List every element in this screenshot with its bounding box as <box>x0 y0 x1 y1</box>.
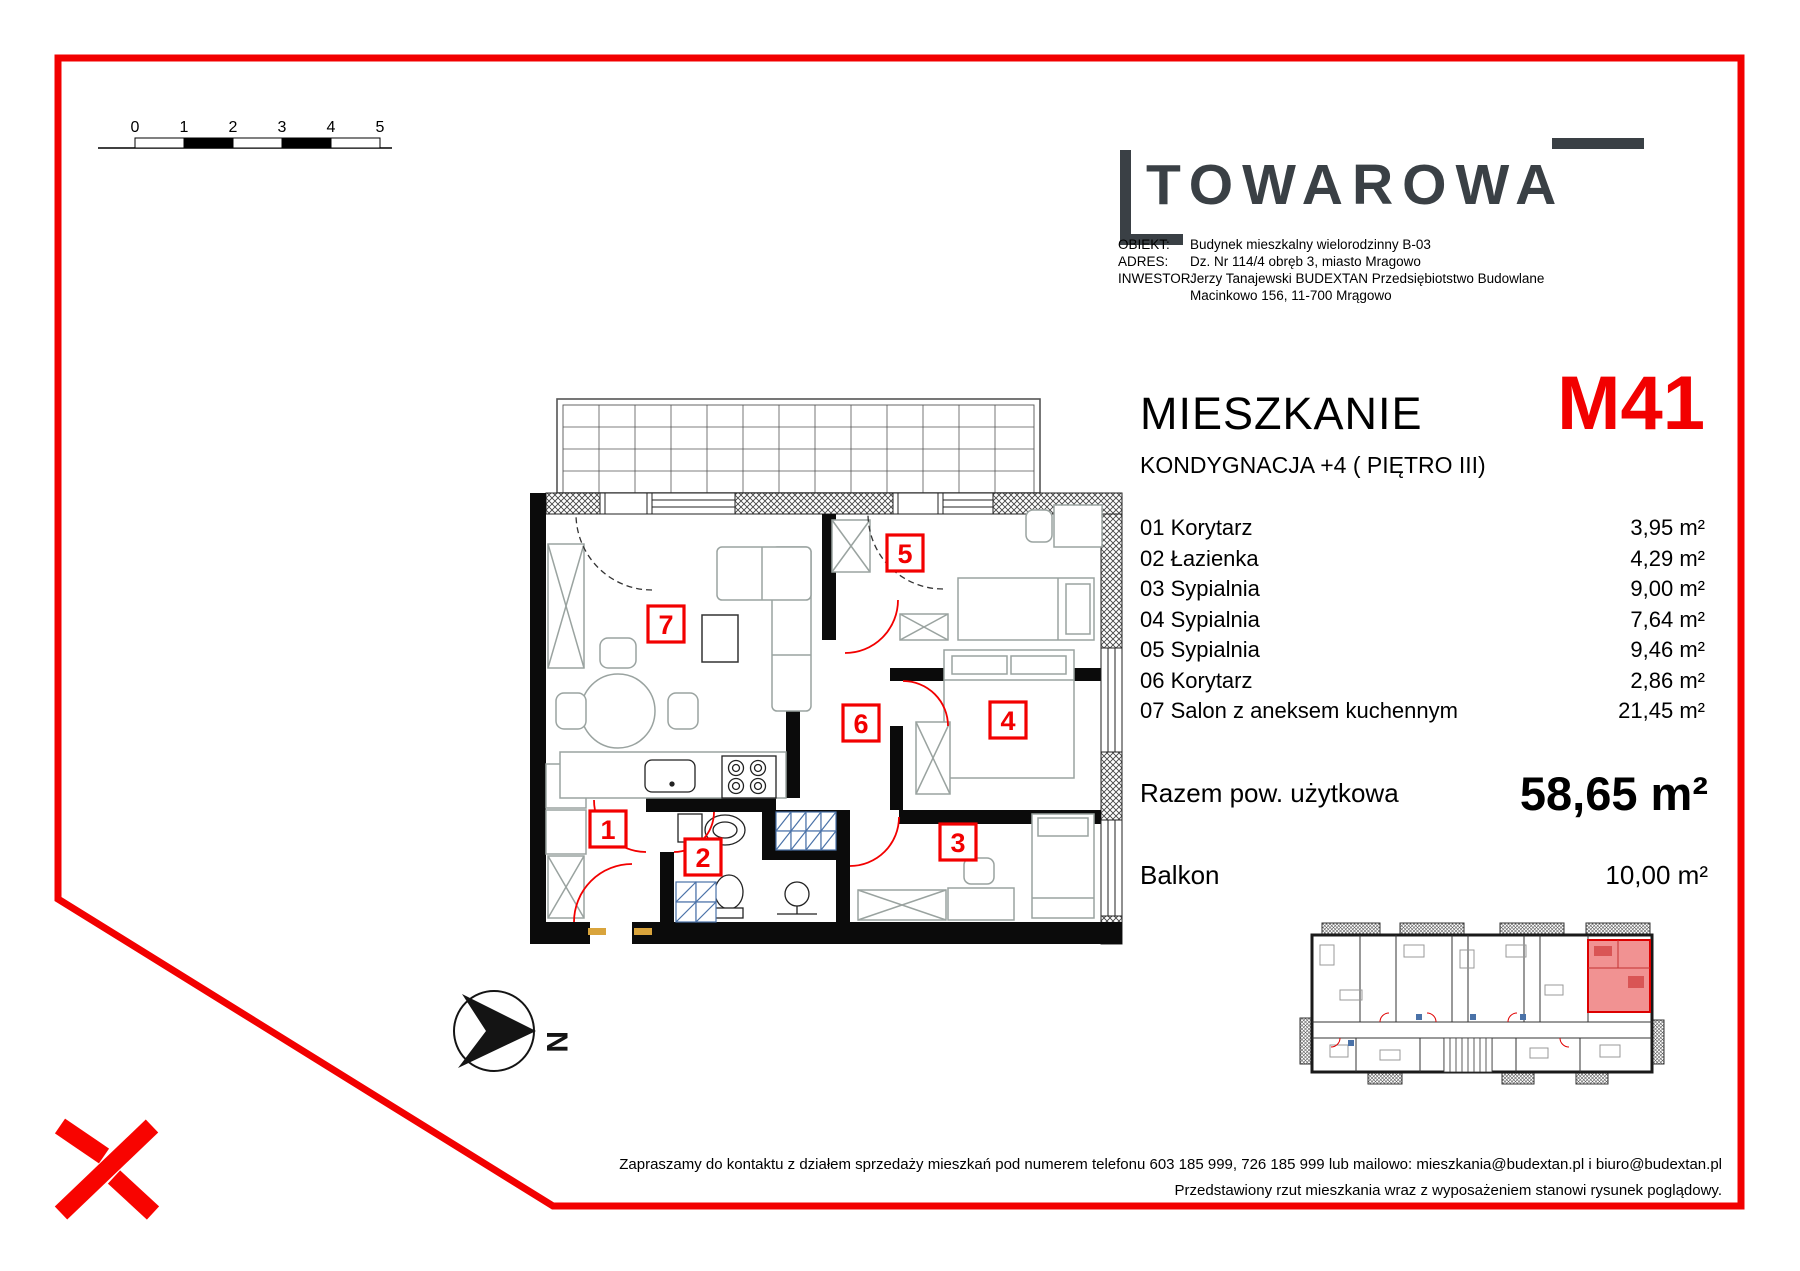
logo-right-bar-icon <box>1552 138 1644 149</box>
scale-bar <box>98 119 392 148</box>
desk-room3 <box>948 888 1014 920</box>
threshold <box>634 928 652 935</box>
total-area-value: 58,65 m² <box>1519 766 1708 820</box>
svg-text:1: 1 <box>600 815 616 845</box>
desk-room5 <box>1054 505 1102 547</box>
budextan-x-logo <box>60 1126 153 1213</box>
page-title: MIESZKANIE <box>1140 388 1423 439</box>
info-row-obiekt <box>1118 236 1588 253</box>
wardrobe-living-top <box>548 544 584 668</box>
threshold <box>588 928 606 935</box>
room-badge-2 <box>685 839 721 875</box>
chair-room5 <box>1026 510 1052 542</box>
total-area-label: Razem pow. użytkowa <box>1140 777 1399 808</box>
scale-tick-2: 2 <box>228 119 238 136</box>
info-label: INWESTOR: <box>1118 271 1195 286</box>
info-row-inwestor <box>1118 270 1588 304</box>
balcony-label: Balkon <box>1140 859 1220 890</box>
svg-text:2: 2 <box>695 843 711 873</box>
bed-room5 <box>958 578 1094 640</box>
info-label: ADRES: <box>1118 254 1169 269</box>
room3-door-arc <box>850 817 899 866</box>
svg-text:7: 7 <box>658 610 674 640</box>
room-label: 01 Korytarz <box>1140 515 1253 541</box>
wardrobe-room4 <box>916 722 950 794</box>
balcony <box>557 399 1040 493</box>
room-row <box>1140 635 1705 666</box>
balcony-door-arc-living <box>576 514 652 590</box>
balcony-area-row <box>1140 858 1708 892</box>
title-row <box>1140 361 1705 446</box>
footer-contact-line: Zapraszamy do kontaktu z działem sprzedaży mieszkań pod numerem telefonu 603 185 999, 726 185 999 lub mailowo: mieszkania@budextan.pl i biuro@budextan.pl <box>619 1156 1722 1173</box>
north-label: N <box>540 1031 573 1053</box>
stove <box>722 756 776 798</box>
room-label: 02 Łazienka <box>1140 545 1259 571</box>
room-row <box>1140 605 1705 636</box>
info-value: Dz. Nr 114/4 obręb 3, miasto Mragowo <box>1190 254 1421 269</box>
room5-door-arc <box>845 600 898 653</box>
apartment-code: M41 <box>1557 361 1705 446</box>
footer-disclaimer-line: Przedstawiony rzut mieszkania wraz z wyposażeniem stanowi rysunek poglądowy. <box>1174 1182 1722 1199</box>
room-area: 21,45 m² <box>1618 698 1705 724</box>
info-row-adres <box>1118 253 1588 270</box>
washer <box>676 882 716 922</box>
footer <box>619 1152 1722 1204</box>
balcony-value: 10,00 m² <box>1605 859 1708 890</box>
room-label: 06 Korytarz <box>1140 667 1253 693</box>
room-row <box>1140 513 1705 544</box>
room-list <box>1140 513 1705 727</box>
highlighted-unit-m41 <box>1588 940 1650 1012</box>
floor-info: KONDYGNACJA +4 ( PIĘTRO III) <box>1140 452 1486 478</box>
room-area: 2,86 m² <box>1630 667 1705 693</box>
wardrobe-room5 <box>832 520 870 572</box>
room-badge-7 <box>648 606 684 642</box>
north-compass <box>454 991 573 1071</box>
towarowa-logo: TOWAROWA <box>1146 153 1566 217</box>
scale-tick-3: 3 <box>277 119 287 136</box>
cabinet-living-bottom <box>548 856 584 918</box>
room-row <box>1140 574 1705 605</box>
bed-room3 <box>1032 814 1094 918</box>
room-row <box>1140 696 1705 727</box>
room-label: 05 Sypialnia <box>1140 637 1260 663</box>
info-label: OBIEKT: <box>1118 237 1170 252</box>
investor-line-2: Macinkowo 156, 11-700 Mrągowo <box>1190 288 1392 303</box>
room-badge-1 <box>590 811 626 847</box>
kitchen-sink <box>645 760 695 792</box>
room4-door-arc <box>903 681 948 726</box>
room-badge-4 <box>990 702 1026 738</box>
room-row <box>1140 666 1705 697</box>
room-area: 3,95 m² <box>1630 515 1705 541</box>
room-area: 7,64 m² <box>1630 606 1705 632</box>
shower-stand <box>777 882 817 914</box>
room-row <box>1140 544 1705 575</box>
toilet <box>715 875 743 918</box>
room-badge-6 <box>843 705 879 741</box>
room-label: 07 Salon z aneksem kuchennym <box>1140 698 1458 724</box>
svg-text:6: 6 <box>853 709 869 739</box>
svg-text:5: 5 <box>897 539 913 569</box>
chair-room3 <box>964 858 994 884</box>
shaft-tiles <box>776 812 836 850</box>
scale-tick-0: 0 <box>130 119 140 136</box>
room-badge-3 <box>940 824 976 860</box>
svg-text:4: 4 <box>1000 706 1016 736</box>
info-value <box>1190 270 1588 304</box>
scale-tick-1: 1 <box>179 119 189 136</box>
project-info <box>1118 236 1588 304</box>
scale-tick-4: 4 <box>326 119 336 136</box>
investor-line-1: Jerzy Tanajewski BUDEXTAN Przedsiębiotstwo Budowlane <box>1190 271 1545 286</box>
svg-text:3: 3 <box>950 828 966 858</box>
room-label: 03 Sypialnia <box>1140 576 1260 602</box>
dresser-room5 <box>900 614 948 640</box>
apartment-floor-plan <box>530 399 1122 944</box>
coffee-table <box>702 615 738 662</box>
info-value: Budynek mieszkalny wielorodzinny B-03 <box>1190 237 1431 252</box>
room-area: 4,29 m² <box>1630 545 1705 571</box>
room-label: 04 Sypialnia <box>1140 606 1260 632</box>
room-area: 9,46 m² <box>1630 637 1705 663</box>
room-badge-5 <box>887 535 923 571</box>
stairs <box>1444 1038 1492 1072</box>
scale-tick-5: 5 <box>375 119 385 136</box>
wardrobe-room3 <box>858 890 946 920</box>
total-area-row <box>1140 763 1708 823</box>
building-overview-plan <box>1300 923 1664 1084</box>
room-area: 9,00 m² <box>1630 576 1705 602</box>
